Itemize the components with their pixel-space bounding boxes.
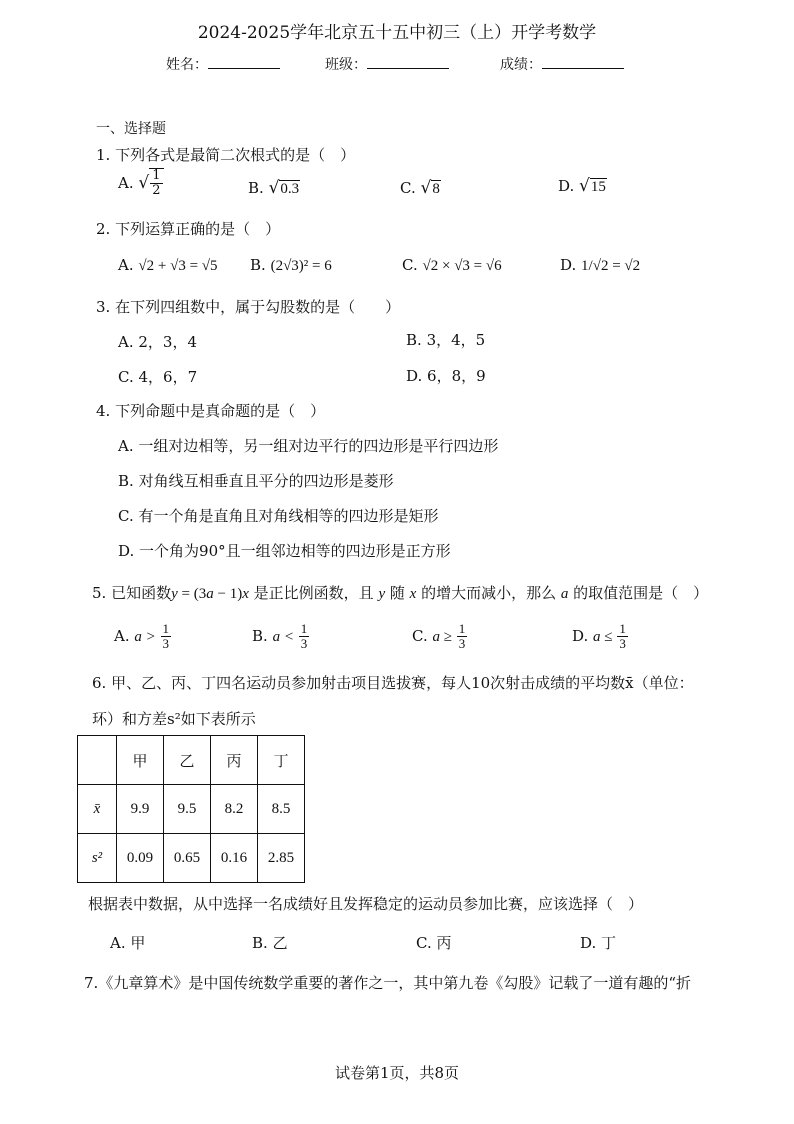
table-header-cell [78,736,117,785]
q2-option-d [560,256,640,275]
q1-option-c: C. √8 [400,178,440,198]
table-header-cell: 丁 [258,736,305,785]
option-text: 丙 [436,934,452,952]
radicand: 15 [590,179,606,195]
option-text: 6，8，9 [427,367,486,385]
stem-part: a [206,586,214,602]
option-relation: a ≤ [593,628,613,645]
fraction-numerator: 1 [152,168,161,183]
option-label: A. [114,626,130,645]
stem-part: 是正比例函数，且 [248,584,379,602]
stem-part: y [378,586,386,602]
radicand: 8 [432,181,440,197]
stem-part: 随 [385,584,410,602]
name-field [166,54,280,74]
q3-option-a [118,331,197,352]
table-cell: 0.16 [211,834,258,883]
fraction-numerator: 1 [458,621,466,636]
question-text: 甲、乙、丙、丁四名运动员参加射击项目选拔赛，每人10次射击成绩的平均数x̄（单位： [111,674,694,692]
fraction-denominator: 2 [152,183,161,199]
question-number: 5. [92,584,107,602]
table-cell: 9.5 [164,785,211,834]
fraction-denominator: 3 [300,636,308,652]
option-relation: a > [134,628,156,645]
option-label: C. [412,626,428,645]
fraction-denominator: 3 [619,636,626,652]
name-label: 姓名： [166,57,208,73]
q2-option-a [118,256,218,275]
question-6-stem-line1 [92,672,694,693]
question-3-stem [96,296,400,317]
fraction-denominator: 3 [458,636,466,652]
question-number: 1. [96,146,111,164]
stem-part: − 1) [213,586,243,602]
q5-option-d [572,622,628,652]
option-text: 对角线互相垂直且平分的四边形是菱形 [138,472,394,490]
option-label: A. [118,256,134,274]
class-blank [367,56,449,69]
option-text: 3，4，5 [426,331,486,349]
question-4-stem [96,400,325,421]
option-text: 4，6，7 [138,368,198,386]
option-label: C. [118,507,134,525]
question-text: 《九章算术》是中国传统数学重要的著作之一，其中第九卷《勾股》记载了一道有趣的“折 [98,974,691,992]
table-row-label: x̄ [78,785,117,834]
stem-part: 的增大而减小，那么 [416,584,561,602]
question-number: 2. [96,220,111,238]
option-expression: √2 × √3 = √6 [422,258,502,274]
question-6-after-table: 根据表中数据，从中选择一名成绩好且发挥稳定的运动员参加比赛，应该选择（ ） [88,895,644,913]
class-label: 班级： [325,57,367,73]
class-field [325,54,449,74]
q4-option-c [118,505,439,526]
option-relation: a ≥ [432,628,452,645]
option-label: D. [560,256,577,274]
q5-option-b [252,622,309,652]
page-title: 2024-2025学年北京五十五中初三（上）开学考数学 [197,23,597,43]
q3-option-d [406,365,486,386]
question-1-stem [96,144,355,165]
option-label: B. [118,472,134,490]
option-label: A. [118,333,134,351]
question-text: 下列命题中是真命题的是（ ） [115,402,326,420]
table-cell: 2.85 [258,834,305,883]
table-cell: 8.2 [211,785,258,834]
table-header-cell: 乙 [164,736,211,785]
q1-option-d: D. √15 [558,176,606,196]
option-label: C. [416,934,432,952]
option-label: C. [402,256,418,274]
q6-option-a [110,932,145,953]
table-cell: 0.65 [164,834,211,883]
option-label: D. [118,542,135,560]
question-6-stem-line2: 环）和方差s²如下表所示 [92,710,256,728]
table-row [78,834,305,883]
question-number: 4. [96,402,111,420]
question-text: 在下列四组数中，属于勾股数的是（ ） [115,298,401,316]
fraction-numerator: 1 [162,621,170,636]
q3-option-b [406,329,485,350]
option-text: 乙 [272,934,288,952]
option-label: B. [248,179,264,197]
option-label: D. [558,177,575,195]
option-label: B. [250,256,266,274]
q6-option-b [252,932,288,953]
q3-option-c [118,366,197,387]
q5-option-a [114,622,171,652]
option-label: D. [406,367,423,385]
score-label: 成绩： [500,57,542,73]
q6-option-d [580,932,616,953]
table-row-label: s² [78,834,117,883]
name-blank [208,56,280,69]
fraction-numerator: 1 [300,621,308,636]
q4-option-a [118,435,498,456]
score-table [77,735,305,883]
option-label: A. [110,934,126,952]
option-expression: (2√3)² = 6 [270,258,332,274]
table-cell: 9.9 [117,785,164,834]
option-text: 2，3，4 [138,333,198,351]
stem-part: 的取值范围是（ ） [568,584,709,602]
question-number: 7. [84,974,99,992]
table-row [78,785,305,834]
fraction-denominator: 3 [162,636,170,652]
q4-option-d [118,540,451,561]
option-label: A. [118,437,134,455]
option-text: 丁 [601,934,617,952]
option-text: 有一个角是直角且对角线相等的四边形是矩形 [138,507,439,525]
option-label: D. [572,626,589,645]
score-blank [542,56,624,69]
q6-option-c [416,932,452,953]
option-label: B. [406,331,422,349]
stem-part: = (3 [177,586,207,602]
question-7-stem [84,972,691,993]
q2-option-b [250,256,332,275]
option-label: A. [118,173,134,192]
option-expression: √2 + √3 = √5 [138,258,218,274]
option-text: 一组对边相等，另一组对边平行的四边形是平行四边形 [138,437,499,455]
stem-part: 已知函数 [111,584,172,602]
option-label: B. [252,934,268,952]
option-label: B. [252,626,268,645]
question-text: 下列各式是最简二次根式的是（ ） [115,146,356,164]
stem-part: a [560,586,569,602]
option-text: 甲 [130,934,146,952]
section-title: 一、选择题 [96,121,166,137]
option-text: 一个角为90°且一组邻边相等的四边形是正方形 [139,542,451,560]
table-cell: 0.09 [117,834,164,883]
q1-option-a: A. √ $\frac{1}{2}$ [118,168,164,199]
table-header-cell: 甲 [117,736,164,785]
q5-option-c [412,622,467,652]
option-label: C. [400,179,416,197]
q4-option-b [118,470,394,491]
option-relation: a < [272,628,294,645]
stem-part: x [242,586,249,602]
score-field [500,54,624,74]
q2-option-c [402,256,502,275]
question-number: 6. [92,674,107,692]
fraction-numerator: 1 [619,621,626,636]
stem-part: x [409,586,417,602]
table-header-row [78,736,305,785]
page-footer: 试卷第1页，共8页 [334,1064,460,1082]
table-cell: 8.5 [258,785,305,834]
option-label: C. [118,368,134,386]
option-label: D. [580,934,597,952]
stem-part: y [171,586,178,602]
table-header-cell: 丙 [211,736,258,785]
option-expression: 1/√2 = √2 [581,258,641,274]
question-number: 3. [96,298,111,316]
q1-option-b: B. √0.3 [248,178,300,198]
question-5-stem [92,582,708,603]
question-2-stem [96,218,280,239]
question-text: 下列运算正确的是（ ） [115,220,281,238]
radicand: 0.3 [280,181,300,197]
